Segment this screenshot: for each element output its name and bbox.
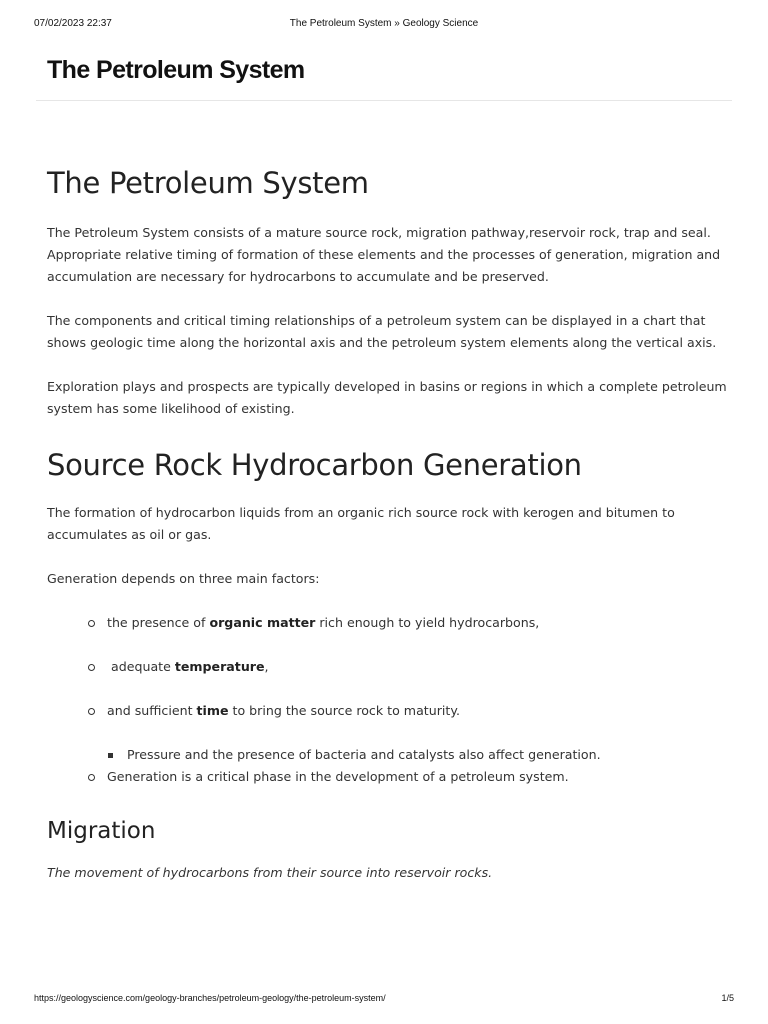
heading-migration: Migration: [47, 818, 156, 844]
paragraph-intro: The Petroleum System consists of a mature source rock, migration pathway,reservoir rock, trap and seal. Appropriate relative timing of formation of these elements and the processes of generation, migration and accumulation are necessary for hydrocarbons to accumulate and be preserved.: [47, 225, 721, 284]
list-item: Generation is a critical phase in the development of a petroleum system.: [107, 766, 727, 788]
list-item: and sufficient time to bring the source rock to maturity. Pressure and the presence of bacteria and catalysts also affect generation.: [107, 700, 727, 766]
article-content: [47, 166, 727, 906]
heading-source-rock: Source Rock Hydrocarbon Generation: [47, 448, 582, 482]
header-divider: [36, 100, 732, 101]
emphasis-organic-matter: organic matter: [209, 615, 316, 630]
print-date: 07/02/2023 22:37: [34, 18, 112, 29]
sub-list-item: Pressure and the presence of bacteria and catalysts also affect generation.: [127, 744, 727, 766]
list-item: the presence of organic matter rich enough to yield hydrocarbons,: [107, 612, 727, 634]
page-number: 1/5: [721, 993, 734, 1003]
list-item: adequate temperature,: [107, 656, 727, 678]
heading-petroleum-system: The Petroleum System: [47, 166, 369, 200]
page-url: https://geologyscience.com/geology-branches/petroleum-geology/the-petroleum-system/: [34, 993, 386, 1003]
paragraph-components: The components and critical timing relationships of a petroleum system can be displayed in a chart that shows geologic time along the horizontal axis and the petroleum system elements along the vertical axis.: [47, 313, 717, 350]
paragraph-generation-factors: Generation depends on three main factors:: [47, 571, 320, 586]
emphasis-time: time: [196, 703, 229, 718]
emphasis-temperature: temperature: [174, 659, 265, 674]
factors-list: [47, 612, 727, 788]
site-title: The Petroleum System: [47, 56, 305, 84]
print-page-title: The Petroleum System » Geology Science: [289, 18, 479, 29]
sub-list: [107, 744, 727, 766]
print-header: [0, 14, 768, 32]
paragraph-migration-intro: The movement of hydrocarbons from their source into reservoir rocks.: [47, 865, 493, 880]
paragraph-formation: The formation of hydrocarbon liquids from an organic rich source rock with kerogen and bitumen to accumulates as oil or gas.: [47, 505, 675, 542]
paragraph-exploration: Exploration plays and prospects are typically developed in basins or regions in which a complete petroleum system has some likelihood of existing.: [47, 379, 727, 416]
